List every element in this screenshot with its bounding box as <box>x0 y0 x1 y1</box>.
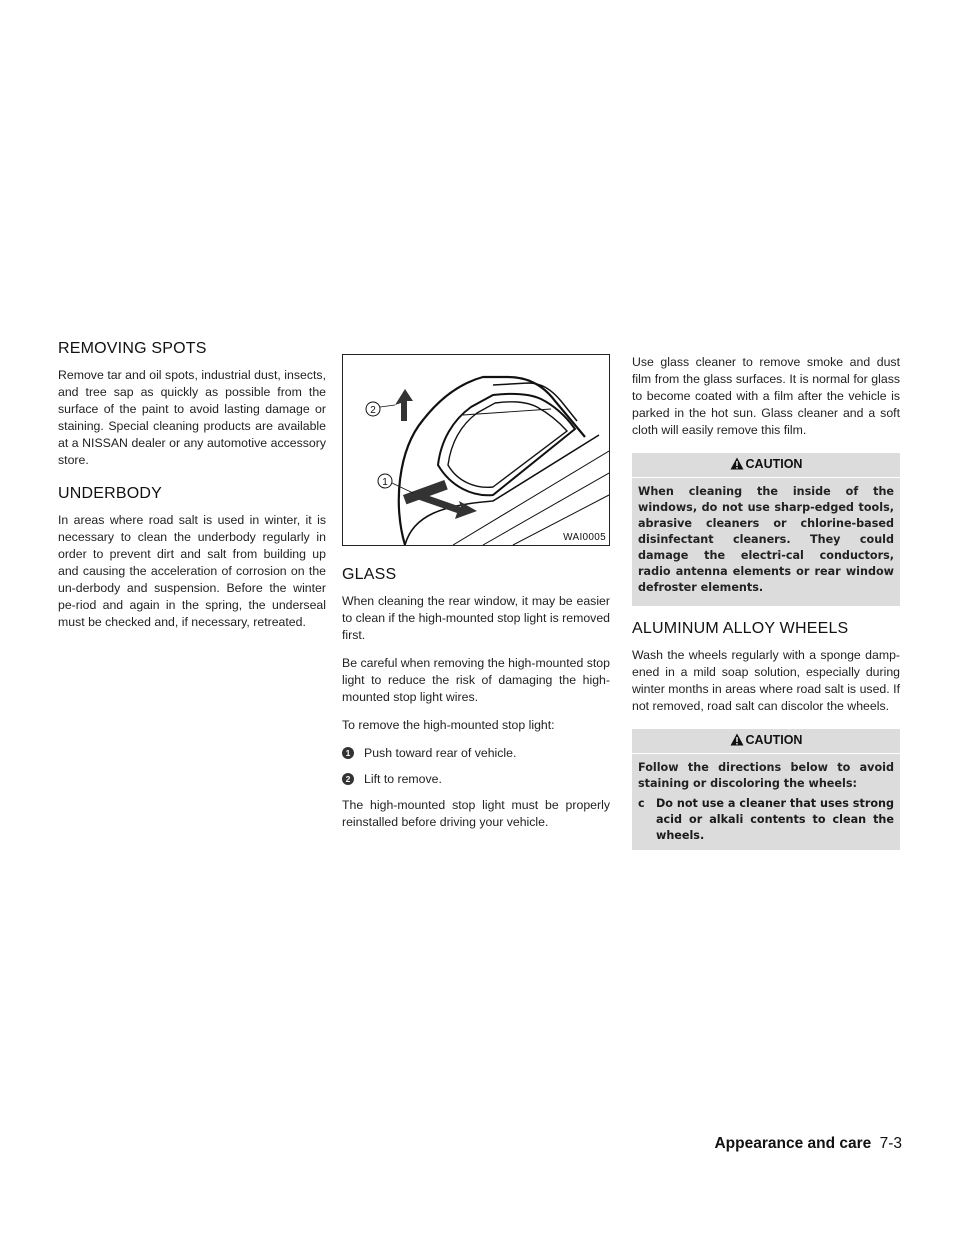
step-text: Push toward rear of vehicle. <box>364 746 517 760</box>
glass-step <box>342 771 610 788</box>
caution-bullet <box>638 796 894 844</box>
footer-section-title: Appearance and care <box>714 1135 872 1152</box>
heading-removing-spots: REMOVING SPOTS <box>58 340 207 357</box>
caution-box-windows <box>632 453 900 606</box>
figure-code: WAI0005 <box>563 532 606 543</box>
step-text: Lift to remove. <box>364 772 442 786</box>
warning-icon <box>730 733 744 749</box>
caution-intro: Follow the directions below to avoid staining or discoloring the wheels: <box>638 761 894 790</box>
caution-text: When cleaning the inside of the windows, do not use sharp-edged tools, abrasive cleaners or chlorine-based disinfectant cleaners. They could damage the electri-cal conductors, radio antenna elements or rear window defroster elements. <box>638 485 894 594</box>
caution-bullet-text: Do not use a cleaner that uses strong acid or alkali contents to clean the wheels. <box>656 797 894 842</box>
glass-p3: To remove the high-mounted stop light: <box>342 718 555 732</box>
caution-body <box>632 484 900 596</box>
glass-p2: Be careful when removing the high-mounted stop light to reduce the risk of damaging the high-mounted stop light wires. <box>342 656 610 704</box>
glass-p4: The high-mounted stop light must be properly reinstalled before driving your vehicle. <box>342 798 610 829</box>
page-number: 7-3 <box>879 1135 902 1152</box>
stop-light-illustration <box>343 355 609 545</box>
caution-body <box>632 760 900 844</box>
column-left <box>58 340 326 642</box>
section-alloy-wheels <box>632 620 900 715</box>
callout-2: 2 <box>370 405 376 416</box>
section-removing-spots <box>58 340 326 469</box>
caution-title: CAUTION <box>745 457 803 471</box>
glass-step <box>342 745 610 762</box>
caution-box-wheels <box>632 729 900 850</box>
caution-title: CAUTION <box>745 733 803 747</box>
column-right <box>632 354 900 864</box>
caution-header <box>632 453 900 478</box>
heading-alloy-wheels: ALUMINUM ALLOY WHEELS <box>632 620 849 637</box>
removing-spots-body: Remove tar and oil spots, industrial dust, insects, and tree sap as quickly as possible from the surface of the paint to avoid lasting damage or staining. Special cleaning products are available at a NISSAN dealer or any automotive accessory store. <box>58 368 326 467</box>
callout-1: 1 <box>382 477 388 488</box>
heading-glass: GLASS <box>342 566 397 583</box>
bullet-icon: c <box>638 797 645 810</box>
step-number-icon: 2 <box>342 773 354 785</box>
page-footer <box>714 1135 902 1153</box>
step-number-icon: 1 <box>342 747 354 759</box>
stop-light-figure <box>342 354 610 546</box>
warning-icon <box>730 457 744 473</box>
column-middle <box>342 354 610 842</box>
section-underbody <box>58 485 326 631</box>
section-glass <box>342 566 610 831</box>
heading-underbody: UNDERBODY <box>58 485 163 502</box>
underbody-body: In areas where road salt is used in winter, it is necessary to clean the underbody regularly in order to prevent dirt and salt from building up and causing the acceleration of corrosion on the un-derbody and suspension. Before the winter pe-riod and again in the spring, the underseal must be checked and, if necessary, retreated. <box>58 513 326 629</box>
alloy-wheels-body: Wash the wheels regularly with a sponge damp-ened in a mild soap solution, especially during winter months in areas where road salt is used. If not removed, road salt can discolor the wheels. <box>632 648 900 713</box>
glass-p1: When cleaning the rear window, it may be easier to clean if the high-mounted stop light is removed first. <box>342 594 610 642</box>
glass-p5: Use glass cleaner to remove smoke and dust film from the glass surfaces. It is normal for glass to become coated with a film after the vehicle is parked in the hot sun. Glass cleaner and a soft cloth will easily remove this film. <box>632 355 900 437</box>
caution-header <box>632 729 900 754</box>
